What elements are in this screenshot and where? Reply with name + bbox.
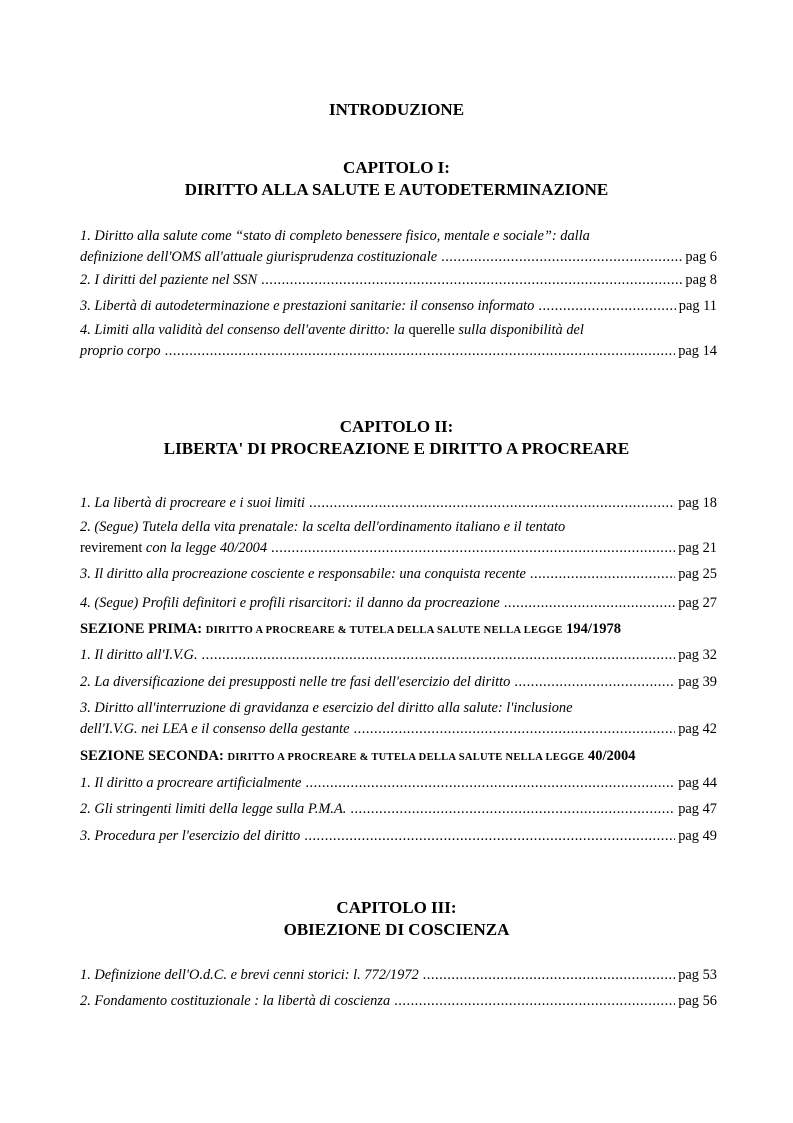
entry-text: definizione dell'OMS all'attuale giurisprudenza costituzionale bbox=[80, 249, 438, 265]
chapter-2-number: CAPITOLO II: bbox=[339, 417, 454, 436]
entry-text: 1. Il diritto all'I.V.G. bbox=[80, 647, 198, 663]
section-title: DIRITTO A PROCREARE & TUTELA DELLA SALUTE NELLA LEGGE bbox=[227, 752, 585, 763]
toc-entry[interactable] bbox=[80, 226, 717, 268]
toc-entry[interactable] bbox=[80, 270, 717, 291]
toc-entry[interactable] bbox=[80, 799, 717, 820]
entry-text: 2. Gli stringenti limiti della legge sulla P.M.A. bbox=[80, 801, 347, 817]
page-number: pag 27 bbox=[678, 595, 717, 611]
entry-text-upright: querelle bbox=[408, 322, 455, 338]
page-number: pag 39 bbox=[678, 674, 717, 690]
toc-entry[interactable] bbox=[80, 698, 717, 740]
dot-leader bbox=[165, 341, 676, 362]
toc-entry[interactable] bbox=[80, 564, 717, 585]
page-number: pag 47 bbox=[678, 801, 717, 817]
toc-entry[interactable] bbox=[80, 826, 717, 847]
toc-entry[interactable] bbox=[80, 965, 717, 986]
dot-leader bbox=[394, 991, 675, 1012]
section-law: 40/2004 bbox=[587, 748, 636, 764]
section-title: DIRITTO A PROCREARE & TUTELA DELLA SALUTE NELLA LEGGE bbox=[205, 625, 563, 636]
dot-leader bbox=[538, 296, 675, 317]
entry-text: 1. La libertà di procreare e i suoi limiti bbox=[80, 495, 306, 511]
dot-leader bbox=[202, 645, 676, 666]
dot-leader bbox=[514, 672, 675, 693]
toc-entry[interactable] bbox=[80, 517, 717, 559]
chapter-1-title: DIRITTO ALLA SALUTE E AUTODETERMINAZIONE bbox=[184, 180, 609, 199]
page-number: pag 6 bbox=[685, 249, 717, 265]
section-label: SEZIONE PRIMA: bbox=[80, 621, 203, 637]
page-number: pag 18 bbox=[678, 495, 717, 511]
chapter-1-number: CAPITOLO I: bbox=[343, 158, 450, 177]
section-law: 194/1978 bbox=[566, 621, 621, 637]
page-number: pag 25 bbox=[678, 566, 717, 582]
toc-entry[interactable] bbox=[80, 593, 717, 614]
entry-text: 2. La diversificazione dei presupposti nelle tre fasi dell'esercizio del diritto bbox=[80, 674, 511, 690]
dot-leader bbox=[530, 564, 675, 585]
page-number: pag 32 bbox=[678, 647, 717, 663]
entry-text: 1. Il diritto a procreare artificialmente bbox=[80, 775, 302, 791]
page-number: pag 8 bbox=[685, 272, 717, 288]
page-number: pag 53 bbox=[678, 967, 717, 983]
toc-entry[interactable] bbox=[80, 645, 717, 666]
entry-text-part: sulla disponibilità del bbox=[454, 322, 584, 338]
chapter-3-title: OBIEZIONE DI COSCIENZA bbox=[283, 920, 510, 939]
dot-leader bbox=[354, 719, 676, 740]
dot-leader bbox=[305, 773, 675, 794]
chapter-3-number: CAPITOLO III: bbox=[336, 898, 457, 917]
entry-text-line: 3. Diritto all'interruzione di gravidanza e esercizio del diritto alla salute: l'inclusione bbox=[80, 700, 573, 716]
dot-leader bbox=[441, 247, 682, 268]
page-number: pag 21 bbox=[678, 540, 717, 556]
toc-entry[interactable] bbox=[80, 991, 717, 1012]
toc-entry[interactable] bbox=[80, 296, 717, 317]
dot-leader bbox=[271, 538, 675, 559]
entry-text: 3. Il diritto alla procreazione cosciente e responsabile: una conquista recente bbox=[80, 566, 526, 582]
page-number: pag 56 bbox=[678, 993, 717, 1009]
dot-leader bbox=[309, 493, 675, 514]
chapter-2-title: LIBERTA' DI PROCREAZIONE E DIRITTO A PROCREARE bbox=[163, 439, 630, 458]
entry-text-part: 4. Limiti alla validità del consenso dell'avente diritto: la bbox=[80, 322, 409, 338]
page-number: pag 14 bbox=[678, 343, 717, 359]
entry-text: 3. Procedura per l'esercizio del diritto bbox=[80, 828, 301, 844]
section-1-heading bbox=[80, 619, 621, 641]
toc-entry[interactable] bbox=[80, 773, 717, 794]
page-number: pag 11 bbox=[678, 298, 717, 314]
section-label: SEZIONE SECONDA: bbox=[80, 748, 224, 764]
toc-entry[interactable] bbox=[80, 320, 717, 362]
dot-leader bbox=[261, 270, 682, 291]
section-2-heading bbox=[80, 746, 635, 768]
entry-text-line: 1. Diritto alla salute come “stato di completo benessere fisico, mentale e sociale”: dalla bbox=[80, 228, 590, 244]
page-number: pag 42 bbox=[678, 721, 717, 737]
entry-text: 2. Fondamento costituzionale : la libertà di coscienza bbox=[80, 993, 391, 1009]
entry-text: 3. Libertà di autodeterminazione e prestazioni sanitarie: il consenso informato bbox=[80, 298, 535, 314]
page-number: pag 49 bbox=[678, 828, 717, 844]
entry-text-upright: revirement bbox=[80, 540, 143, 556]
entry-text-line: 2. (Segue) Tutela della vita prenatale: la scelta dell'ordinamento italiano e il tentato bbox=[80, 519, 566, 535]
dot-leader bbox=[350, 799, 675, 820]
page-number: pag 44 bbox=[678, 775, 717, 791]
introduction-heading: INTRODUZIONE bbox=[328, 100, 465, 119]
dot-leader bbox=[304, 826, 675, 847]
entry-text: 1. Definizione dell'O.d.C. e brevi cenni storici: l. 772/1972 bbox=[80, 967, 419, 983]
toc-entry[interactable] bbox=[80, 672, 717, 693]
entry-text: dell'I.V.G. nei LEA e il consenso della gestante bbox=[80, 721, 350, 737]
entry-text: proprio corpo bbox=[80, 343, 161, 359]
entry-text: 2. I diritti del paziente nel SSN bbox=[80, 272, 258, 288]
entry-text: 4. (Segue) Profili definitori e profili risarcitori: il danno da procreazione bbox=[80, 595, 500, 611]
dot-leader bbox=[423, 965, 676, 986]
dot-leader bbox=[504, 593, 675, 614]
toc-entry[interactable] bbox=[80, 493, 717, 514]
entry-text-part: con la legge 40/2004 bbox=[142, 540, 268, 556]
